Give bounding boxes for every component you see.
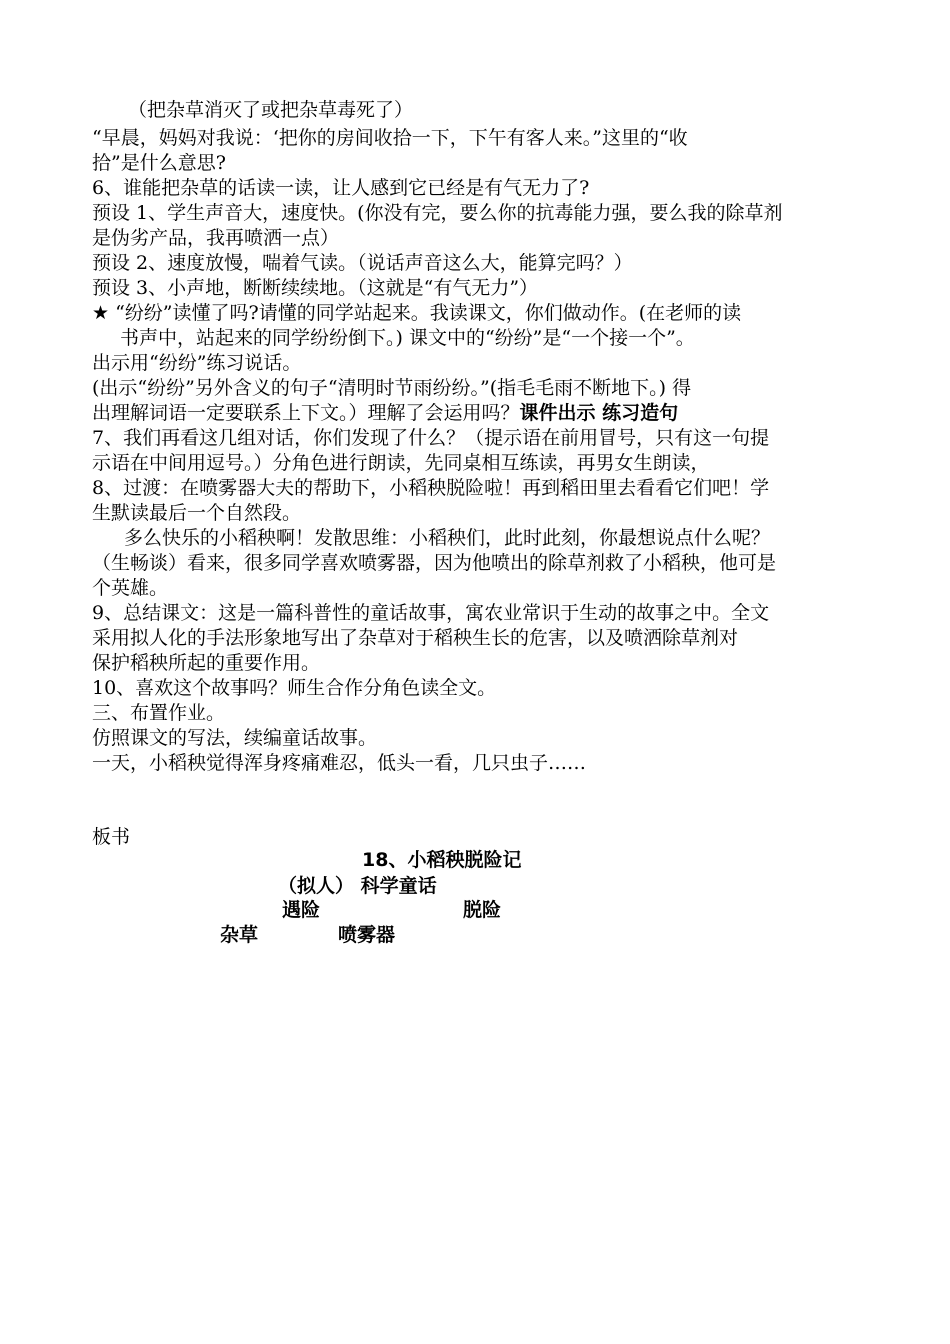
blackboard-title: 18、小稻秧脱险记 [362, 849, 522, 871]
text-span: “纷纷”读懂了吗?请懂的同学站起来。我读课文，你们做动作。(在老师的读 [115, 302, 742, 324]
blackboard-word: 脱险 [463, 899, 502, 921]
text-line: 保护稻秧所起的重要作用。 [92, 652, 321, 674]
text-line: 个英雄。 [92, 577, 169, 599]
text-line: 一天，小稻秧觉得浑身疼痛难忍，低头一看，几只虫子…… [92, 752, 587, 774]
text-line: 预设 3、小声地，断断续续地。（这就是“有气无力”） [92, 277, 539, 299]
text-line: 采用拟人化的手法形象地写出了杂草对于稻秧生长的危害，以及喷洒除草剂对 [92, 627, 739, 649]
text-line: 9、总结课文：这是一篇科普性的童话故事，寓农业常识于生动的故事之中。全文 [92, 602, 770, 624]
text-line: “早晨，妈妈对我说：‘把你的房间收拾一下，下午有客人来。”这里的“收 [92, 127, 688, 149]
text-line: (出示“纷纷”另外含义的句子“清明时节雨纷纷。”(指毛毛雨不断地下。) 得 [92, 377, 692, 399]
text-line: 预设 1、学生声音大，速度快。(你没有完，要么你的抗毒能力强，要么我的除草剂 [92, 202, 783, 224]
text-line: 7、我们再看这几组对话，你们发现了什么？（提示语在前用冒号，只有这一句提 [92, 427, 770, 449]
blackboard-word: 遇险 [282, 899, 321, 921]
text-line: 仿照课文的写法，续编童话故事。 [92, 727, 378, 749]
text-line: 拾”是什么意思? [92, 152, 226, 174]
text-line: 书声中，站起来的同学纷纷倒下。) 课文中的“纷纷”是“一个接一个”。 [120, 327, 695, 349]
text-line: 8、过渡：在喷雾器大夫的帮助下，小稻秧脱险啦！再到稻田里去看看它们吧！学 [92, 477, 770, 499]
text-line: （把杂草消灭了或把杂草毒死了） [128, 99, 414, 121]
text-line: 6、谁能把杂草的话读一读，让人感到它已经是有气无力了? [92, 177, 590, 199]
courseware-note: 课件出示 练习造句 [519, 402, 679, 424]
text-line: 10、喜欢这个故事吗？师生合作分角色读全文。 [92, 677, 497, 699]
blackboard-genre: （拟人） 科学童话 [278, 875, 437, 897]
text-line: 生默读最后一个自然段。 [92, 502, 302, 524]
text-line: 示语在中间用逗号。）分角色进行朗读，先同桌相互练读，再男女生朗读， [92, 452, 710, 474]
text-line: 多么快乐的小稻秧啊！发散思维：小稻秧们，此时此刻，你最想说点什么呢？ [124, 527, 771, 549]
text-line: 出示用“纷纷”练习说话。 [92, 352, 302, 374]
blackboard-word: 杂草 [220, 924, 259, 946]
text-line: 预设 2、速度放慢，喘着气读。（说话声音这么大，能算完吗？） [92, 252, 633, 274]
text-span: 出理解词语一定要联系上下文。）理解了会运用吗？ [92, 402, 520, 424]
text-line: 是伪劣产品，我再喷洒一点） [92, 227, 340, 249]
blackboard-label: 板书 [92, 826, 131, 848]
text-line [92, 401, 678, 426]
star-icon: ★ [92, 302, 110, 324]
text-line: 三、布置作业。 [92, 702, 226, 724]
text-line [92, 301, 741, 326]
blackboard-word: 喷雾器 [338, 924, 396, 946]
text-line: （生畅谈）看来，很多同学喜欢喷雾器，因为他喷出的除草剂救了小稻秧，他可是 [92, 552, 777, 574]
